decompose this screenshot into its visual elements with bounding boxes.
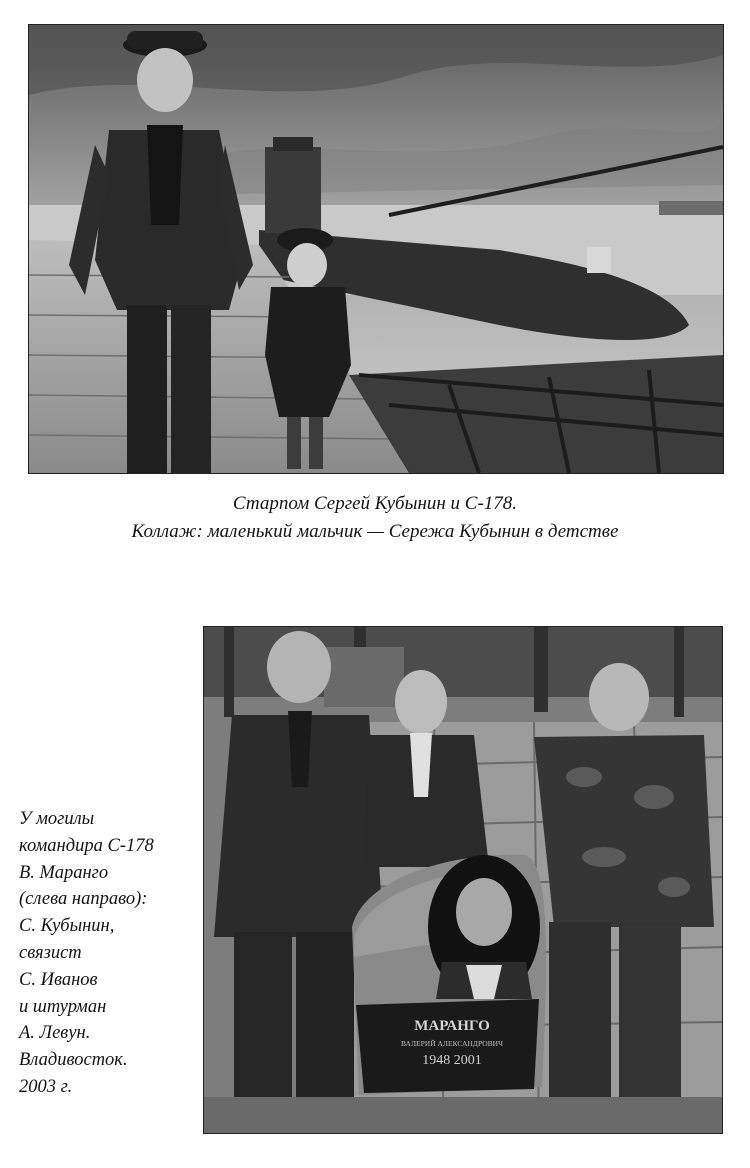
caption-line: (слева направо): <box>19 889 148 910</box>
caption-line: С. Иванов <box>19 969 98 990</box>
photo-bottom-caption <box>19 806 201 1101</box>
ground <box>204 1097 722 1133</box>
photo-grave-visit <box>203 626 723 1134</box>
photo-top-illustration <box>29 25 723 473</box>
gangway <box>349 355 723 473</box>
headstone-portrait-face <box>456 878 512 946</box>
headstone-years: 1948 2001 <box>422 1053 482 1068</box>
submarine-conning-tower <box>265 147 321 233</box>
photo-top-caption <box>0 490 750 546</box>
caption-line: связист <box>19 942 82 963</box>
caption-line: В. Маранго <box>19 862 109 883</box>
caption-line: А. Левун. <box>19 1023 91 1044</box>
caption-line: У могилы <box>19 809 95 829</box>
bench-back <box>324 647 404 707</box>
headstone-name: МАРАНГО <box>414 1018 490 1034</box>
photo-bottom-illustration <box>204 627 722 1133</box>
caption-line: С. Кубынин, <box>19 916 115 937</box>
caption-line: командира С-178 <box>19 835 154 856</box>
caption-top-line2: Коллаж: маленький мальчик — Сережа Кубынин в детстве <box>131 521 619 542</box>
photo-officer-submarine-collage <box>28 24 724 474</box>
caption-line: 2003 г. <box>19 1076 73 1097</box>
far-shore <box>659 201 723 215</box>
caption-line: Владивосток. <box>19 1050 128 1071</box>
headstone-given-name: ВАЛЕРИЙ АЛЕКСАНДРОВИЧ <box>401 1039 503 1048</box>
caption-top-line1: Старпом Сергей Кубынин и С-178. <box>232 493 518 514</box>
headstone <box>352 855 546 1095</box>
caption-line: и штурман <box>19 996 107 1017</box>
